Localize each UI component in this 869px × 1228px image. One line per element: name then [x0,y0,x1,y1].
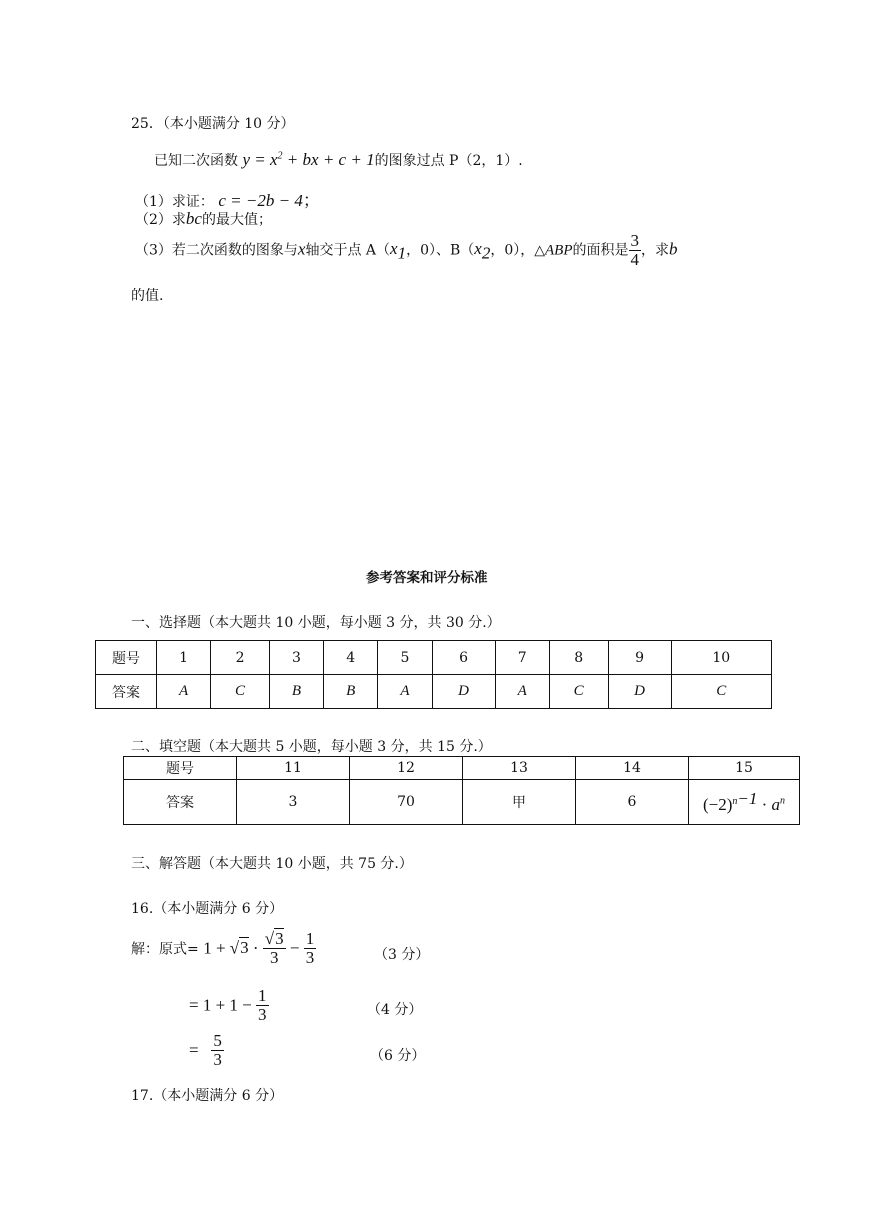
q25-part3-e: 的面积是 [572,242,629,259]
q16-one-third [304,930,317,967]
fraction-denominator: 3 [213,1049,222,1069]
answer-cell: D [432,675,495,709]
table-cell: 7 [495,641,549,675]
section1-heading: 一、选择题（本大题共 10 小题，每小题 3 分，共 30 分.） [131,615,501,631]
answer-cell: C [671,675,771,709]
answer-cell: A [157,675,211,709]
q25-part3-a: （3）若二次函数的图象与 [135,242,298,259]
section2-number-row [124,757,800,780]
table-cell: 14 [576,757,689,780]
q25-intro-post: 的图象过点 P（2，1）. [374,153,523,169]
q25-part3-x: x [297,239,306,259]
answer-15-formula: $(-2)^{n-1} \cdot a^n$ [702,788,786,815]
fraction-denominator: 4 [630,249,640,269]
q25-part2 [135,209,272,229]
row-header: 答案 [96,675,157,709]
q16-step1 [131,930,316,967]
table-cell: 5 [378,641,432,675]
fraction-numerator: 3 [630,231,640,250]
q25-header: 25．（本小题满分 10 分） [131,116,295,132]
answer-cell: A [495,675,549,709]
q17-header: 17.（本小题满分 6 分） [131,1088,284,1104]
answer-cell: A [378,675,432,709]
table-cell: 6 [432,641,495,675]
answer-cell: D [608,675,671,709]
q25-part3-b: 轴交于点 A（ [305,242,391,259]
table-cell: 11 [237,757,350,780]
q16-step3-score: （6 分） [370,1048,426,1064]
q25-part1-formula: c = −2b − 4 [218,191,303,210]
fraction-denominator: 3 [269,947,279,967]
answer-cell: C [211,675,270,709]
answer-cell: 甲 [463,780,576,825]
semicolon: ； [302,191,320,210]
fraction-numerator: 5 [213,1031,222,1050]
row-header: 答案 [124,780,237,825]
table-cell: 2 [211,641,270,675]
q25-function-formula: $y = x^2$ + bx + c + 1 [242,150,375,169]
q16-step3 [189,1032,224,1069]
minus-sign: − [285,938,304,958]
answer-cell: C [549,675,608,709]
fraction-numerator: 1 [305,929,315,948]
answer-cell-formula [689,780,800,825]
fraction-denominator: 3 [258,1004,267,1024]
section2-table [123,756,800,825]
q16-step2 [189,987,269,1024]
q16-step2-formula: = 1 + 1 − [189,995,257,1015]
section2-answer-row [124,780,800,825]
table-cell: 13 [463,757,576,780]
q25-part3-bvar: b [669,239,678,259]
q16-sqrt-fraction [263,930,286,967]
table-cell: 8 [549,641,608,675]
fraction-numerator: 1 [258,986,267,1005]
q16-step1-label: 解：原式= [131,941,199,958]
q25-x2: $x_2$ [474,239,491,263]
q25-intro-pre: 已知二次函数 [154,153,238,169]
row-header: 题号 [96,641,157,675]
answer-cell: B [324,675,378,709]
q25-part3-c: ，0）、B（ [406,242,475,259]
q16-header: 16.（本小题满分 6 分） [131,901,284,917]
table-cell: 10 [671,641,771,675]
row-header: 题号 [124,757,237,780]
q25-part3 [135,232,678,269]
q25-part2-label: （2）求 [135,212,186,228]
q25-part3-tail: 的值. [131,288,164,304]
q16-step1-score: （3 分） [374,947,430,963]
q25-part2-tail: 的最大值； [201,212,272,228]
table-cell: 15 [689,757,800,780]
q25-part1-label: （1）求证： [135,194,214,210]
answer-cell: 70 [350,780,463,825]
table-cell: 3 [269,641,323,675]
section1-answer-row [96,675,772,709]
q25-area-fraction [629,232,642,269]
fraction-numerator: √3 [264,929,284,948]
answer-cell: 6 [576,780,689,825]
q16-step3-equals: = [189,1040,212,1060]
q16-step1-formula: 1 + √3 · [203,938,263,958]
q25-triangle: ABP [545,242,573,259]
section1-number-row [96,641,772,675]
section1-table [95,640,772,709]
answers-title: 参考答案和评分标准 [366,570,488,586]
answer-cell: B [269,675,323,709]
fraction-denominator: 3 [305,947,315,967]
q25-part3-f: ，求 [641,242,670,259]
q16-step2-fraction [256,987,269,1024]
q25-part2-var: bc [185,209,202,228]
q25-intro [154,150,523,170]
q25-part3-d: ，0），△ [490,242,546,259]
q25-part1 [135,186,320,211]
table-cell: 9 [608,641,671,675]
table-cell: 1 [157,641,211,675]
q25-x1: $x_1$ [390,239,407,263]
table-cell: 4 [324,641,378,675]
answer-cell: 3 [237,780,350,825]
section3-heading: 三、解答题（本大题共 10 小题，共 75 分.） [131,856,413,872]
q16-result-fraction [211,1032,224,1069]
q16-step2-score: （4 分） [367,1002,423,1018]
section2-heading: 二、填空题（本大题共 5 小题，每小题 3 分，共 15 分.） [131,739,492,755]
table-cell: 12 [350,757,463,780]
